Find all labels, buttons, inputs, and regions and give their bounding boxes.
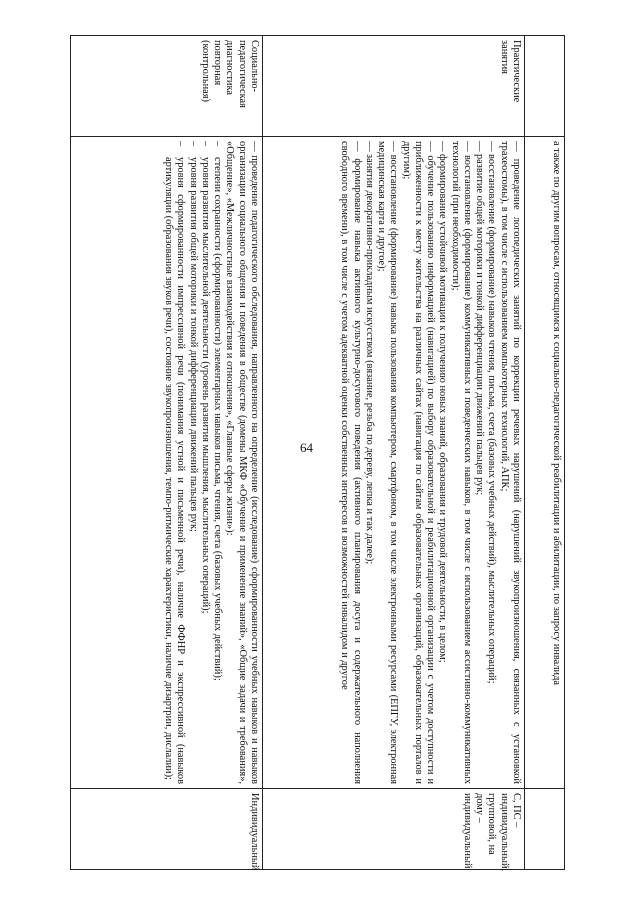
- list-item: — формирование устойчивой мотивации к получению новых знаний, образования и трудовой деятельности, в целом;: [437, 141, 449, 663]
- row-content: [263, 137, 525, 789]
- table-row: [263, 36, 525, 870]
- list-item: [199, 141, 211, 784]
- row-name: Практические занятия: [263, 36, 525, 137]
- row-name: Социально-педагогическая диагностика повторная (контрольная): [71, 36, 263, 137]
- list-item: — проведение педагогического обследования, направленного на определение (исследование) сформированности учебных навыков и навыков организации социального общения и поведения в обществе (домены МКФ «Обучение и применение знаний», «Общие задачи и требования», «Общение», «Межличностные взаимодействия и отношения», «Главные сферы жизни»):: [224, 141, 260, 784]
- list-item: — обучение пользованию информацией (навигацией) по выбору образовательной и реабилитационной организации с учетом доступности и приближенности к месту жительства на различных сайтах (навигация по сайтам образовательных организаций, образовательных порталов и другим);: [400, 141, 437, 784]
- empty-cell: [525, 36, 565, 137]
- list-item: — проведение логопедических занятий по коррекции речевых нарушений (нарушений звукопроизношения, связанных с установкой трахеостомы), в том числе с использованием компьютерных технологий, АПК;: [498, 141, 522, 784]
- list-item-text: уровня развития мыслительной деятельности (уровень развития мышления, мыслительных операций);: [199, 157, 211, 614]
- intro-text: а также по другим вопросам, относящимся к социально-педагогической реабилитации и абилитации, по запросу инвалида: [551, 141, 562, 685]
- list-item: — занятия декоративно-прикладным искусством (вязание, резьба по дереву, лепка и так далее);: [363, 141, 375, 565]
- empty-cell: [525, 789, 565, 870]
- rehab-table: [70, 35, 565, 870]
- table-row: [71, 36, 263, 870]
- list-item: — формирование навыка активного культурно-досугового поведения (активного планирования досуга и содержательного наполнения свободного времени), в том числе с учетом адекватной оценки собственных интересов и возможностей инвалидом и другое: [339, 141, 363, 784]
- list-item-text: степени сохранности (сформированности) элементарных навыков письма, чтения, счета (базовых учебных действий);: [212, 157, 224, 681]
- list-item: [186, 141, 198, 784]
- row-form: С, ПС – индивидуальный, групповой, на дому – индивидуальный: [263, 789, 525, 870]
- dash-marker: –: [187, 141, 199, 147]
- rotated-document: [70, 35, 565, 870]
- list-item: — восстановление (формирование) коммуникативных и поведенческих навыков, в том числе с использованием ассистивно-коммуникативных технологий (при необходимости);: [449, 141, 473, 784]
- list-item-text: уровня развития общей моторики и тонкой дифференциации движений пальцев рук;: [187, 157, 199, 532]
- row-content: [71, 137, 263, 789]
- page-number: 64: [300, 440, 313, 455]
- dash-marker: –: [175, 141, 187, 147]
- intro-cell: [525, 137, 565, 789]
- list-item: — восстановление (формирование) навыка пользования компьютером, смартфоном, в том числе электронными ресурсами (ЕПГУ, электронная медицинская карта и другое);: [376, 141, 400, 784]
- list-item: — развитие общей моторики и тонкой дифференциации движений пальцев рук;: [474, 141, 486, 496]
- dash-marker: –: [199, 141, 211, 147]
- table-row: [525, 36, 565, 870]
- list-item: [162, 141, 187, 784]
- dash-marker: –: [212, 141, 224, 147]
- list-item: [211, 141, 223, 784]
- list-item-text: уровня сформированности импрессивной речи (понимания устной и письменной речи), наличие ФФНР и экспрессивной (навыков артикуляции (образования звуков речи), состояние звукопроизношения, темпо-ритмические характеристики, наличие дизартрии, дислалии);: [163, 157, 187, 784]
- row-form: Индивидуальный: [71, 789, 263, 870]
- list-item: — восстановление (формирование) навыков чтения, письма, счета (базовых учебных действий), мыслительных операций;: [486, 141, 498, 684]
